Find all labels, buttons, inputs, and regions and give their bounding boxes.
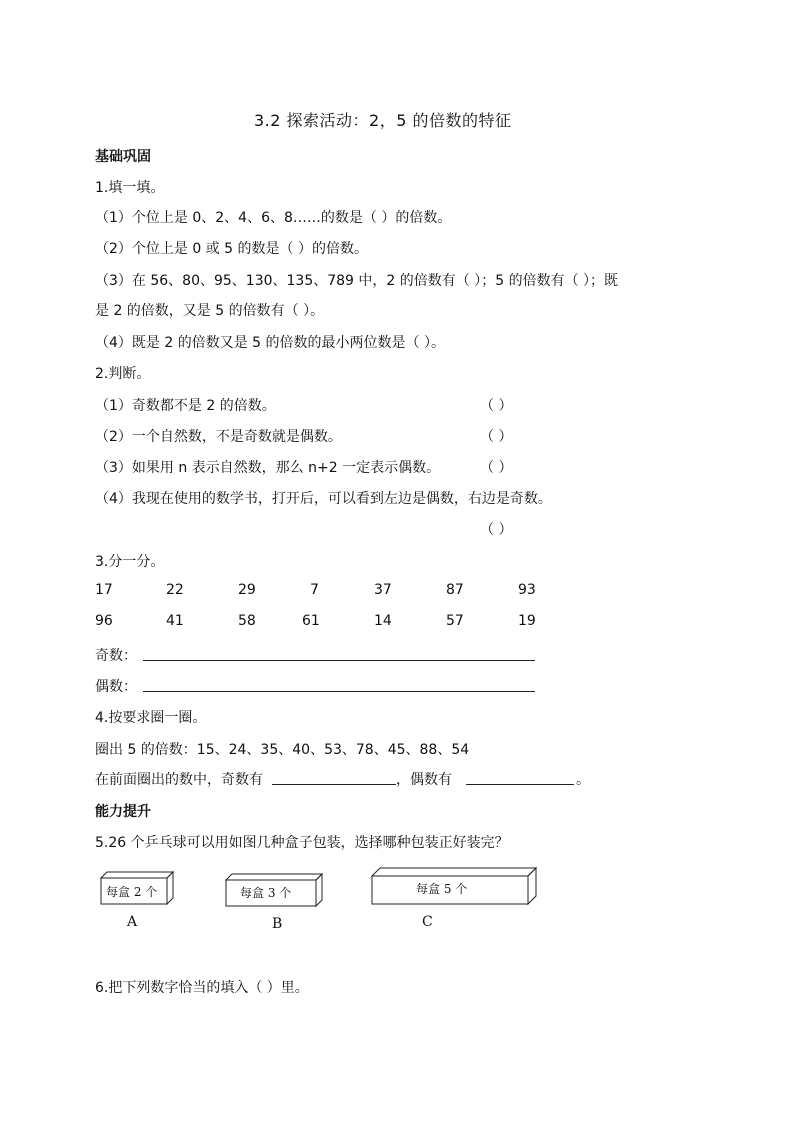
odd-answer-line[interactable] bbox=[143, 660, 535, 661]
box-a-letter: A bbox=[127, 914, 138, 930]
even-count-answer-line[interactable] bbox=[466, 784, 574, 785]
q2-answer-paren-4[interactable]: （ ） bbox=[480, 522, 513, 538]
section-heading-advanced: 能力提升 bbox=[95, 804, 151, 820]
box-b-letter: B bbox=[272, 916, 283, 932]
box-b bbox=[222, 870, 328, 908]
q4-line-2-part-3: 。 bbox=[576, 772, 590, 788]
odd-count-answer-line[interactable] bbox=[272, 784, 396, 785]
number: 61 bbox=[302, 613, 320, 629]
number: 37 bbox=[374, 582, 392, 598]
number: 41 bbox=[166, 613, 184, 629]
q4-line-1: 圈出 5 的倍数：15、24、35、40、53、78、45、88、54 bbox=[95, 742, 470, 758]
q5-heading: 5.26 个乒乓球可以用如图几种盒子包装，选择哪种包装正好装完？ bbox=[95, 835, 509, 851]
q3-heading: 3.分一分。 bbox=[95, 554, 165, 570]
q2-answer-paren-3[interactable]: （ ） bbox=[480, 460, 513, 476]
q2-line-4: （4）我现在使用的数学书，打开后，可以看到左边是偶数，右边是奇数。 bbox=[95, 491, 552, 507]
q1-line-3: （3）在 56、80、95、130、135、789 中，2 的倍数有（ ）；5 的倍数有（ ）；既 bbox=[95, 273, 619, 289]
number: 93 bbox=[518, 582, 536, 598]
q2-line-2: （2）一个自然数，不是奇数就是偶数。 bbox=[95, 429, 342, 445]
q4-heading: 4.按要求圈一圈。 bbox=[95, 710, 207, 726]
number: 22 bbox=[166, 582, 184, 598]
number: 17 bbox=[95, 582, 113, 598]
number: 19 bbox=[518, 613, 536, 629]
q4-line-2-part-2: ，偶数有 bbox=[396, 772, 452, 788]
q1-heading: 1.填一填。 bbox=[95, 180, 165, 196]
q2-line-3: （3）如果用 n 表示自然数，那么 n+2 一定表示偶数。 bbox=[95, 460, 441, 476]
q1-line-1: （1）个位上是 0、2、4、6、8……的数是（ ）的倍数。 bbox=[95, 210, 452, 226]
number: 58 bbox=[238, 613, 256, 629]
section-heading-basic: 基础巩固 bbox=[95, 149, 151, 165]
box-a bbox=[97, 868, 179, 906]
box-a-label-text: 每盒 2 个 bbox=[106, 885, 158, 899]
q2-line-1: （1）奇数都不是 2 的倍数。 bbox=[95, 398, 276, 414]
odd-label: 奇数： bbox=[95, 648, 137, 664]
q2-answer-paren-2[interactable]: （ ） bbox=[480, 429, 513, 445]
number: 14 bbox=[374, 613, 392, 629]
q4-line-2-part-1: 在前面圈出的数中，奇数有 bbox=[95, 772, 263, 788]
number: 7 bbox=[310, 582, 319, 598]
q2-heading: 2.判断。 bbox=[95, 366, 151, 382]
number: 57 bbox=[446, 613, 464, 629]
q1-line-4: （4）既是 2 的倍数又是 5 的倍数的最小两位数是（ ）。 bbox=[95, 335, 445, 351]
box-c-letter: C bbox=[422, 914, 433, 930]
page-title: 3.2 探索活动：2，5 的倍数的特征 bbox=[254, 111, 512, 130]
q6-heading: 6.把下列数字恰当的填入（ ）里。 bbox=[95, 980, 309, 996]
even-label: 偶数： bbox=[95, 679, 137, 695]
q1-line-2: （2）个位上是 0 或 5 的数是（ ）的倍数。 bbox=[95, 241, 368, 257]
q1-line-3-cont: 是 2 的倍数，又是 5 的倍数有（ ）。 bbox=[95, 303, 325, 319]
even-answer-line[interactable] bbox=[143, 691, 535, 692]
number: 87 bbox=[446, 582, 464, 598]
box-c bbox=[368, 864, 542, 906]
q2-answer-paren-1[interactable]: （ ） bbox=[480, 398, 513, 414]
box-c-label-text: 每盒 5 个 bbox=[416, 882, 468, 896]
box-b-label-text: 每盒 3 个 bbox=[240, 886, 292, 900]
number: 96 bbox=[95, 613, 113, 629]
number: 29 bbox=[238, 582, 256, 598]
